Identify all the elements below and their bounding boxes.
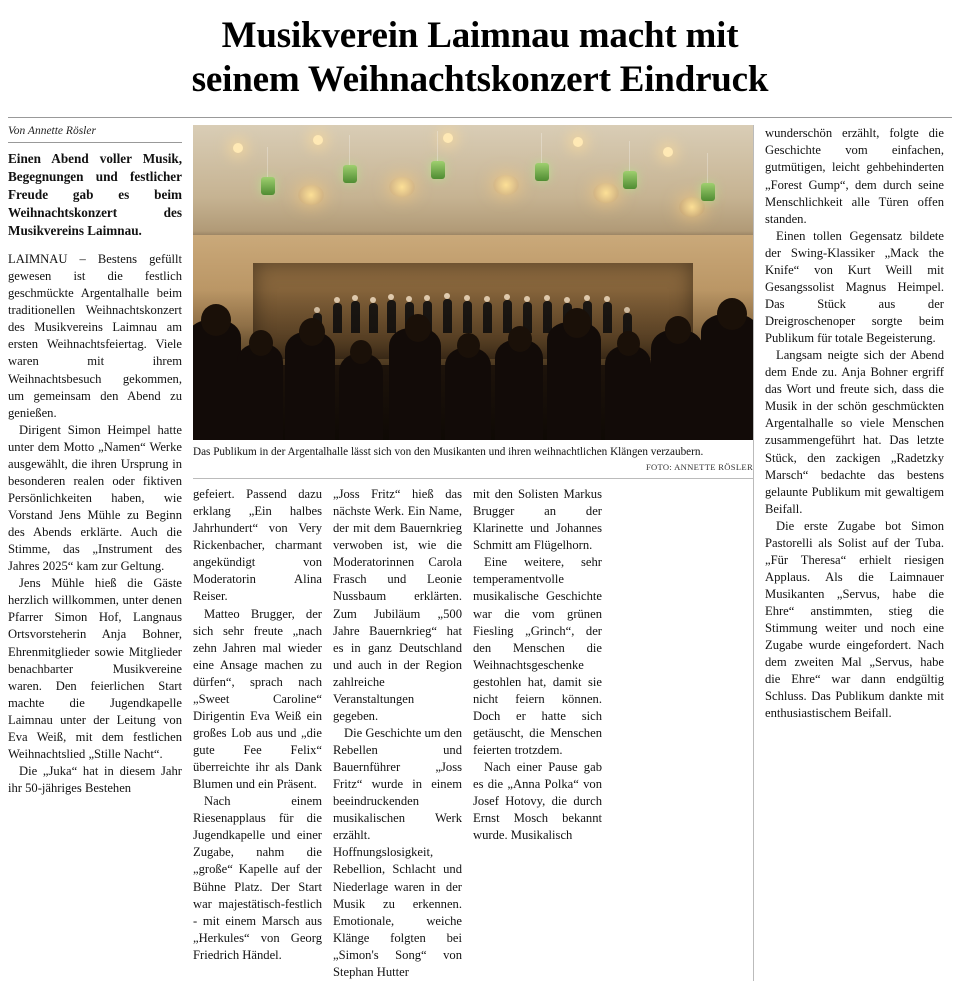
headline-line-1: Musikverein Laimnau macht mit bbox=[221, 15, 739, 56]
text-column-3 bbox=[473, 486, 613, 981]
center-column bbox=[193, 125, 753, 981]
photo-credit: FOTO: ANNETTE RÖSLER bbox=[645, 462, 753, 473]
photo-divider bbox=[193, 478, 753, 479]
left-column bbox=[8, 125, 193, 981]
paragraph: Einen tollen Gegensatz bildete der Swing-Klassiker „Mack the Knife“ von Kurt Weill mit Gesangssolist Magnus Heimpel. Das Stück aus der Dreigroschenoper sorgte beim Publikum für totale Begeisterung. bbox=[765, 228, 944, 346]
concert-hall-photo bbox=[193, 125, 753, 440]
right-column bbox=[753, 125, 944, 981]
byline-divider bbox=[8, 142, 182, 143]
text-column-2 bbox=[333, 486, 473, 981]
paragraph: gefeiert. Passend dazu erklang „Ein halbes Jahrhundert“ von Very Rickenbacher, charmant angekündigt von Moderatorin Alina Reiser. bbox=[193, 487, 322, 604]
text-column-4-spacer bbox=[613, 486, 753, 981]
paragraph: Nach einem Riesenapplaus für die Jugendkapelle und einer Zugabe, nahm die „große“ Kapelle auf der Bühne Platz. Der Start war majestätisch-festlich - mit einem Marsch aus „Herkules“ von Georg Friedrich Händel. bbox=[193, 794, 322, 962]
lead-paragraph: Einen Abend voller Musik, Begegnungen und festlicher Freude gab es beim Weihnachtskonzert des Musikvereins Laimnau. bbox=[8, 151, 182, 239]
paragraph: Nach einer Pause gab es die „Anna Polka“ von Josef Hotovy, die durch Ernst Mosch bekannt wurde. Musikalisch bbox=[473, 760, 602, 843]
headline-line-2: seinem Weihnachtskonzert Eindruck bbox=[191, 58, 769, 100]
paragraph: Langsam neigte sich der Abend dem Ende zu. Anja Bohner ergriff das Wort und freute sich, dass die Musik in der schön geschmückten Argentalhalle so viele Menschen zusammengeführt hat. Das letzte Stück, den zackigen „Radetzky Marsch“ bedachte das bestens gelaunte Publikum mit gewaltigem Beifall. bbox=[765, 348, 944, 516]
paragraph: Jens Mühle hieß die Gäste herzlich willkommen, unter denen Pfarrer Simon Hof, Langnaus Ortsvorsteherin Anja Bohner, Ehrenmitglieder sowie Mitglieder benachbarter Musikvereine waren. Den feierlichen Start machte die Jugendkapelle Laimnau unter der Leitung von Eva Weiß, mit dem festlichen Weihnachtslied „Stille Nacht“. bbox=[8, 576, 182, 761]
article-body bbox=[0, 125, 960, 981]
paragraph: „Joss Fritz“ hieß das nächste Werk. Ein Name, der mit dem Bauernkrieg verwoben ist, wie die Moderatorinnen Carola Frasch und Leonie Nussbaum erklärten. Zum Jubiläum „500 Jahre Bauernkrieg“ hat es in ganz Deutschland und auch in der Region zahlreiche Veranstaltungen gegeben. bbox=[333, 487, 462, 723]
paragraph: LAIMNAU – Bestens gefüllt gewesen ist die festlich geschmückte Argentalhalle beim traditionellen Weihnachtskonzert des Musikvereins Laimnau am ersten Weihnachtsfeiertag. Viele waren mit ihrem Weihnachtsbesuch gekommen, um gemeinsam den Abend zu genießen. bbox=[8, 252, 182, 420]
paragraph: Die Geschichte um den Rebellen und Bauernführer „Joss Fritz“ wurde in einem beeindruckenden musikalischen Werk erzählt. Hoffnungslosigkeit, Rebellion, Schlacht und Niederlage waren in der Musik zu erkennen. Emotionale, weiche Klänge folgten bei „Simon's Song“ von Stephan Hutter bbox=[333, 725, 462, 979]
paragraph: Matteo Brugger, der sich sehr freute „nach zehn Jahren mal wieder eine Ansage machen zu dürfen“, sprach nach „Sweet Caroline“ Dirigentin Eva Weiß ein großes Lob aus und „die gute Fee Felix“ überreichte ihr als Dank Blumen und ein Präsent. bbox=[193, 606, 322, 792]
paragraph: mit den Solisten Markus Brugger an der Klarinette und Johannes Schmitt am Flügelhorn. bbox=[473, 487, 602, 553]
article-photo bbox=[193, 125, 753, 472]
newspaper-article-page bbox=[0, 14, 960, 979]
text-column-1 bbox=[193, 486, 333, 981]
photo-caption: Das Publikum in der Argentalhalle lässt sich von den Musikanten und ihren weihnachtlichen Klängen verzaubern. bbox=[193, 446, 704, 459]
paragraph: Die „Juka“ hat in diesem Jahr ihr 50-jähriges Bestehen bbox=[8, 763, 182, 796]
paragraph: Eine weitere, sehr temperamentvolle musikalische Geschichte war die vom grünen Fiesling „Grinch“, der den Menschen die Weihnachtsgeschenke gestohlen hat, damit sie nicht feiern können. Doch er hatte sich getäuscht, die Menschen feierten trotzdem. bbox=[473, 555, 602, 758]
paragraph: wunderschön erzählt, folgte die Geschichte vom einfachen, gutmütigen, leicht gehbehinderten „Forest Gump“, dem durch seine Menschlichkeit alle Türen offen standen. bbox=[765, 126, 944, 226]
center-text-columns bbox=[193, 486, 753, 981]
paragraph: Die erste Zugabe bot Simon Pastorelli als Solist auf der Tuba. „Für Theresa“ erhielt riesigen Applaus. Als die Laimnauer Musikanten „Servus, habe die Ehre“ anstimmten, stieg die Stimmung weiter und noch eine Zugabe wurde eingefordert. Nach dem zweiten Mal „Servus, habe die Ehre“ war dann endgültig Schluss. Das Publikum dankte mit enthusiastischem Beifall. bbox=[765, 518, 944, 721]
byline: Von Annette Rösler bbox=[8, 125, 96, 138]
paragraph: Dirigent Simon Heimpel hatte unter dem Motto „Namen“ Werke ausgewählt, die ihren Ursprung in besonderen realen oder fiktiven Persönlichkeiten haben, wie Vorstand Jens Mühle zu Beginn des Abends erklärte. Auch die Stimme, das „Instrument des Jahres 2025“ kam zur Geltung. bbox=[8, 422, 182, 574]
page-title bbox=[36, 14, 924, 101]
header-divider bbox=[8, 117, 952, 118]
